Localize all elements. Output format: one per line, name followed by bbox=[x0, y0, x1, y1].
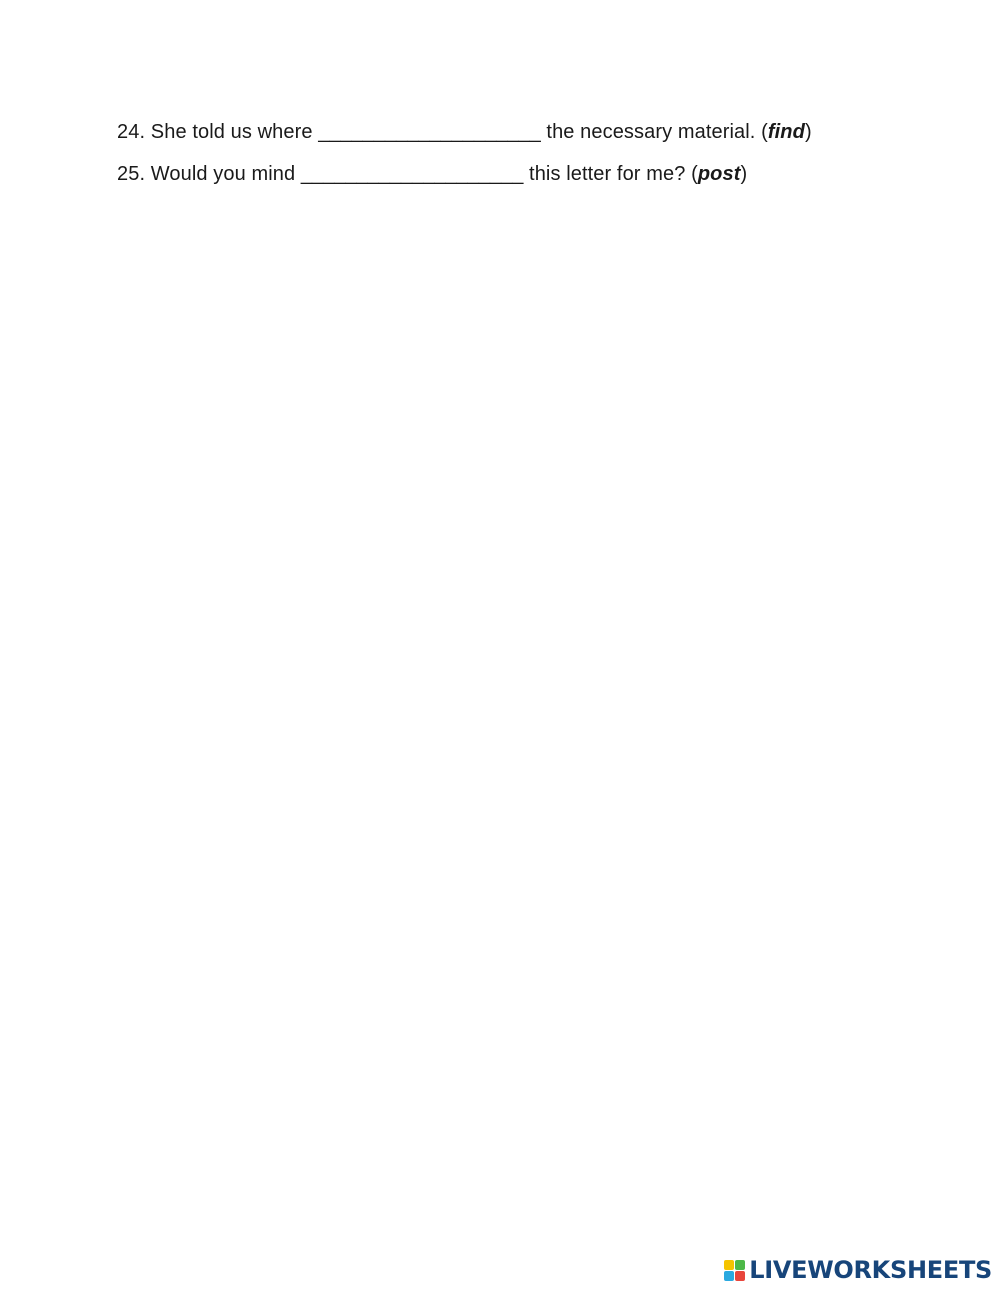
question-24 bbox=[117, 120, 812, 144]
answer-blank[interactable]: ____________________ bbox=[318, 121, 541, 143]
question-number: 25. bbox=[117, 163, 146, 185]
answer-blank[interactable]: ____________________ bbox=[300, 163, 524, 185]
question-25 bbox=[117, 162, 747, 186]
question-text-after: this letter for me? ( bbox=[529, 163, 698, 185]
hint-close: ) bbox=[804, 121, 812, 143]
question-text-before: Would you mind bbox=[150, 163, 296, 185]
brand-mark-tile bbox=[724, 1271, 734, 1281]
question-text-before: She told us where bbox=[150, 121, 313, 143]
brand-name: LIVEWORKSHEETS bbox=[749, 1256, 992, 1284]
brand-mark-tile bbox=[724, 1260, 734, 1270]
brand-mark-icon bbox=[724, 1260, 745, 1281]
brand-logo bbox=[724, 1256, 992, 1284]
brand-mark-tile bbox=[735, 1271, 745, 1281]
question-number: 24. bbox=[117, 121, 146, 143]
question-text-after: the necessary material. ( bbox=[546, 121, 768, 143]
hint-close: ) bbox=[740, 163, 748, 185]
brand-mark-tile bbox=[735, 1260, 745, 1270]
hint-verb: find bbox=[767, 121, 805, 143]
hint-verb: post bbox=[697, 163, 741, 185]
